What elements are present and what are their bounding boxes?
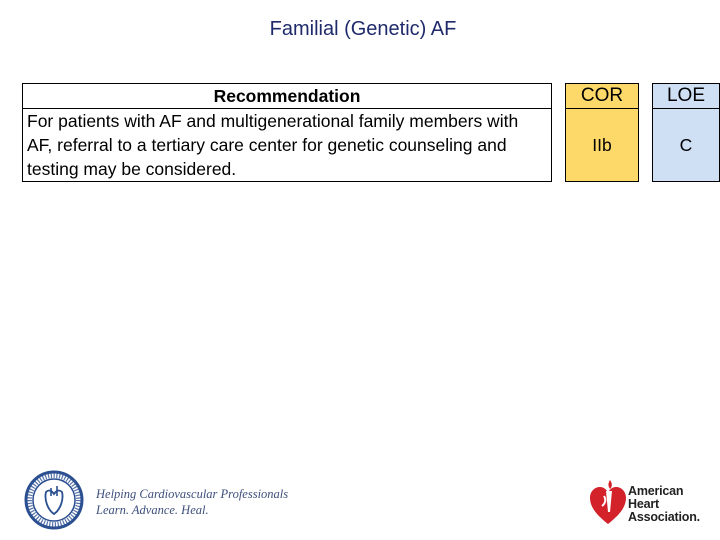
- loe-header: LOE: [653, 84, 720, 109]
- recommendation-header: Recommendation: [23, 84, 552, 109]
- acc-seal-logo: [22, 470, 86, 530]
- cor-value: IIb: [566, 109, 639, 182]
- column-gap: [552, 84, 566, 109]
- table-header-row: [23, 84, 720, 109]
- page-title: Familial (Genetic) AF: [269, 18, 457, 40]
- aha-wordmark-line1: American: [628, 484, 684, 498]
- column-gap: [639, 84, 653, 109]
- aha-wordmark: [628, 485, 700, 524]
- loe-value: C: [653, 109, 720, 182]
- acc-tagline-line2: Learn. Advance. Heal.: [96, 503, 209, 517]
- acc-tagline: [96, 486, 288, 518]
- column-gap: [639, 109, 653, 182]
- column-gap: [552, 109, 566, 182]
- table-row: [23, 109, 720, 182]
- recommendation-text: For patients with AF and multigenerational family members with AF, referral to a tertiary care center for genetic counseling and testing may be considered.: [23, 109, 552, 182]
- aha-heart-torch-logo: [588, 478, 628, 526]
- recommendation-table: [22, 83, 720, 182]
- aha-wordmark-line3: Association.: [628, 510, 700, 524]
- aha-wordmark-line2: Heart: [628, 497, 659, 511]
- acc-tagline-line1: Helping Cardiovascular Professionals: [96, 487, 289, 501]
- cor-header: COR: [566, 84, 639, 109]
